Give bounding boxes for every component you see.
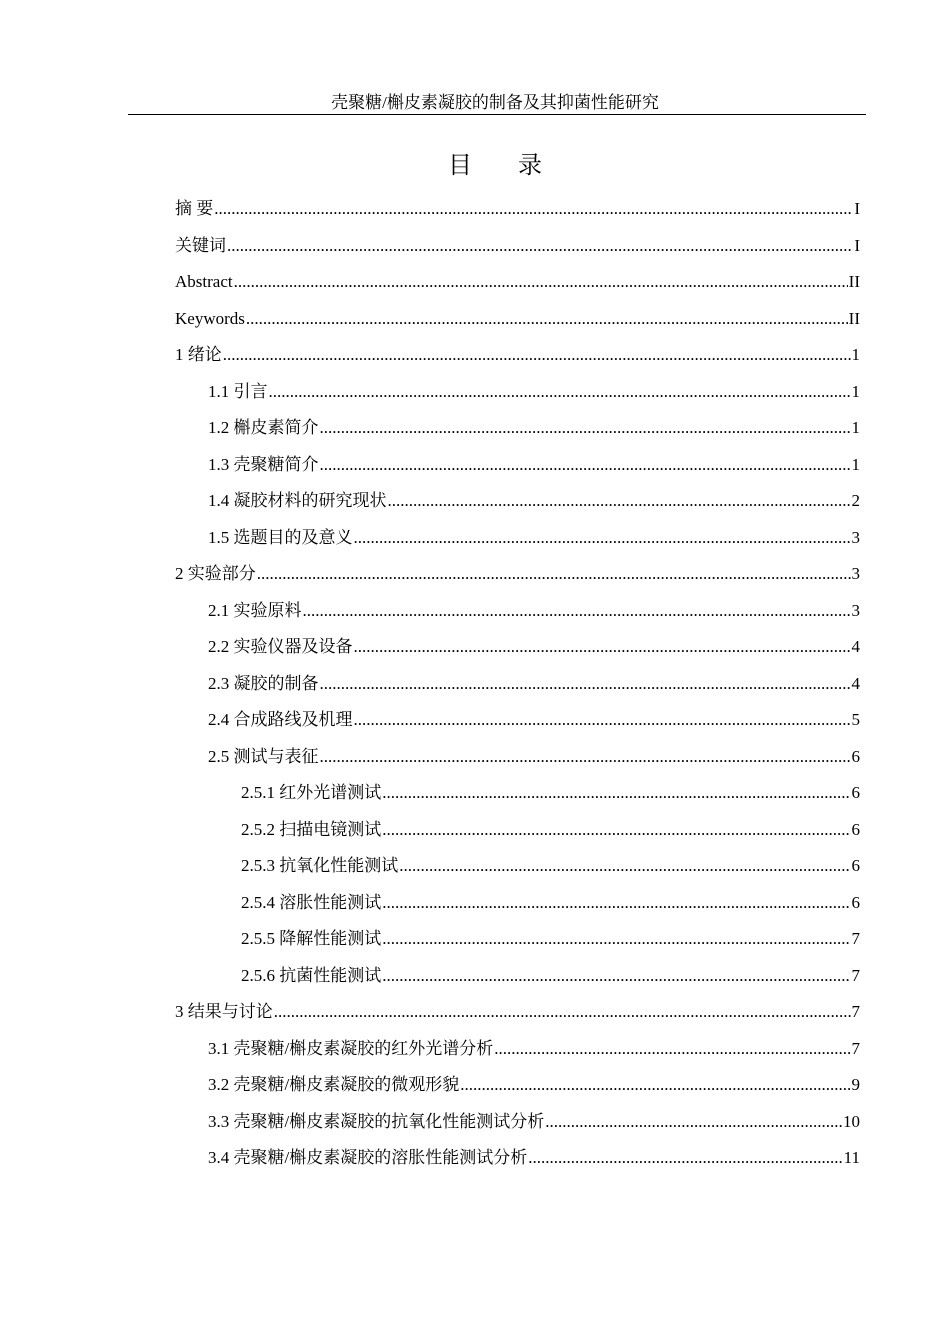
toc-entry-page: 11 xyxy=(843,1148,860,1167)
toc-dot-leader xyxy=(382,781,850,805)
toc-entry-page: 3 xyxy=(851,601,860,620)
toc-dot-leader xyxy=(320,416,851,440)
toc-entry[interactable] xyxy=(175,562,860,586)
toc-dot-leader xyxy=(354,526,851,550)
toc-entry[interactable] xyxy=(175,234,860,258)
toc-entry-page: 1 xyxy=(851,418,860,437)
toc-entry-label: 2.5.1 红外光谱测试 xyxy=(241,783,382,802)
toc-entry-page: 1 xyxy=(851,345,860,364)
toc-entry-page: 7 xyxy=(851,1002,860,1021)
toc-entry[interactable] xyxy=(208,745,860,769)
toc-dot-leader xyxy=(545,1110,842,1134)
toc-dot-leader xyxy=(528,1146,842,1170)
toc-dot-leader xyxy=(320,672,851,696)
toc-entry-page: 9 xyxy=(851,1075,860,1094)
toc-entry-page: I xyxy=(854,199,860,218)
toc-dot-leader xyxy=(269,380,851,404)
toc-entry-page: 7 xyxy=(851,1039,860,1058)
toc-entry-label: 2.5.4 溶胀性能测试 xyxy=(241,893,382,912)
toc-dot-leader xyxy=(460,1073,850,1097)
toc-entry[interactable] xyxy=(241,818,860,842)
toc-entry-page: 4 xyxy=(851,637,860,656)
toc-entry-label: 1 绪论 xyxy=(175,345,222,364)
running-header-title: 壳聚糖/槲皮素凝胶的制备及其抑菌性能研究 xyxy=(331,93,659,112)
toc-entry-label: 3 结果与讨论 xyxy=(175,1002,273,1021)
toc-dot-leader xyxy=(494,1037,850,1061)
toc-entry-label: 2.5.5 降解性能测试 xyxy=(241,929,382,948)
toc-entry-label: 2.2 实验仪器及设备 xyxy=(208,637,353,656)
toc-entry[interactable] xyxy=(175,197,860,221)
toc-entry[interactable] xyxy=(208,1073,860,1097)
toc-dot-leader xyxy=(223,343,851,367)
toc-dot-leader xyxy=(320,745,851,769)
toc-entry-label: 2 实验部分 xyxy=(175,564,256,583)
toc-entry[interactable] xyxy=(241,964,860,988)
toc-entry-page: II xyxy=(848,272,860,291)
toc-entry[interactable] xyxy=(175,270,860,294)
toc-entry[interactable] xyxy=(208,489,860,513)
toc-dot-leader xyxy=(303,599,851,623)
toc-entry[interactable] xyxy=(208,416,860,440)
toc-entry-page: 2 xyxy=(851,491,860,510)
toc-entry-label: 2.3 凝胶的制备 xyxy=(208,674,319,693)
toc-dot-leader xyxy=(257,562,851,586)
toc-entry-label: 1.2 槲皮素简介 xyxy=(208,418,319,437)
toc-entry[interactable] xyxy=(208,1110,860,1134)
toc-entry-label: 2.1 实验原料 xyxy=(208,601,302,620)
toc-entry-page: 4 xyxy=(851,674,860,693)
toc-entry-label: Keywords xyxy=(175,309,245,328)
toc-entry-page: 6 xyxy=(851,856,860,875)
toc-entry[interactable] xyxy=(208,1146,860,1170)
toc-entry[interactable] xyxy=(208,526,860,550)
toc-entry-label: 3.3 壳聚糖/槲皮素凝胶的抗氧化性能测试分析 xyxy=(208,1112,545,1131)
toc-dot-leader xyxy=(382,964,850,988)
toc-entry-page: 7 xyxy=(851,966,860,985)
toc-entry-page: 3 xyxy=(851,528,860,547)
toc-dot-leader xyxy=(388,489,851,513)
toc-entry-page: 1 xyxy=(851,382,860,401)
toc-entry-label: 关键词 xyxy=(175,236,226,255)
toc-entry-label: 摘 要 xyxy=(175,199,214,218)
toc-dot-leader xyxy=(274,1000,851,1024)
toc-entry[interactable] xyxy=(175,343,860,367)
toc-dot-leader xyxy=(382,927,850,951)
toc-entry[interactable] xyxy=(175,307,860,331)
toc-dot-leader xyxy=(227,234,853,258)
toc-entry-page: 1 xyxy=(851,455,860,474)
toc-entry-page: II xyxy=(848,309,860,328)
toc-entry-label: 1.4 凝胶材料的研究现状 xyxy=(208,491,387,510)
toc-dot-leader xyxy=(399,854,850,878)
toc-entry-label: 3.2 壳聚糖/槲皮素凝胶的微观形貌 xyxy=(208,1075,460,1094)
toc-dot-leader xyxy=(354,635,851,659)
toc-dot-leader xyxy=(320,453,851,477)
toc-entry[interactable] xyxy=(241,854,860,878)
toc-entry-label: 2.4 合成路线及机理 xyxy=(208,710,353,729)
toc-entry-label: 1.3 壳聚糖简介 xyxy=(208,455,319,474)
toc-dot-leader xyxy=(214,197,853,221)
toc-entry[interactable] xyxy=(241,927,860,951)
toc-entry[interactable] xyxy=(208,635,860,659)
toc-entry-page: 6 xyxy=(851,820,860,839)
toc-entry-label: 2.5.6 抗菌性能测试 xyxy=(241,966,382,985)
toc-entry-label: 2.5.2 扫描电镜测试 xyxy=(241,820,382,839)
toc-entry-page: 7 xyxy=(851,929,860,948)
toc-dot-leader xyxy=(246,307,848,331)
toc-dot-leader xyxy=(354,708,851,732)
toc-entry[interactable] xyxy=(208,708,860,732)
toc-entry-label: Abstract xyxy=(175,272,233,291)
toc-entry[interactable] xyxy=(208,380,860,404)
toc-entry-page: 3 xyxy=(851,564,860,583)
toc-entry-label: 1.5 选题目的及意义 xyxy=(208,528,353,547)
toc-title: 目录 xyxy=(448,151,588,179)
toc-entry-page: 6 xyxy=(851,747,860,766)
toc-entry[interactable] xyxy=(175,1000,860,1024)
toc-entry[interactable] xyxy=(208,672,860,696)
toc-entry[interactable] xyxy=(241,781,860,805)
toc-entry-label: 2.5 测试与表征 xyxy=(208,747,319,766)
toc-entry-label: 3.4 壳聚糖/槲皮素凝胶的溶胀性能测试分析 xyxy=(208,1148,528,1167)
toc-entry[interactable] xyxy=(208,1037,860,1061)
toc-entry-page: 5 xyxy=(851,710,860,729)
toc-dot-leader xyxy=(382,891,850,915)
toc-dot-leader xyxy=(382,818,850,842)
toc-entry-page: I xyxy=(854,236,860,255)
toc-entry[interactable] xyxy=(241,891,860,915)
toc-entry-label: 1.1 引言 xyxy=(208,382,268,401)
toc-dot-leader xyxy=(234,270,848,294)
toc-entry-page: 10 xyxy=(843,1112,860,1131)
toc-entry-label: 3.1 壳聚糖/槲皮素凝胶的红外光谱分析 xyxy=(208,1039,494,1058)
toc-entry-page: 6 xyxy=(851,893,860,912)
toc-entry-page: 6 xyxy=(851,783,860,802)
toc-entry[interactable] xyxy=(208,599,860,623)
running-header xyxy=(128,92,866,115)
toc-entry-label: 2.5.3 抗氧化性能测试 xyxy=(241,856,399,875)
toc-entry[interactable] xyxy=(208,453,860,477)
